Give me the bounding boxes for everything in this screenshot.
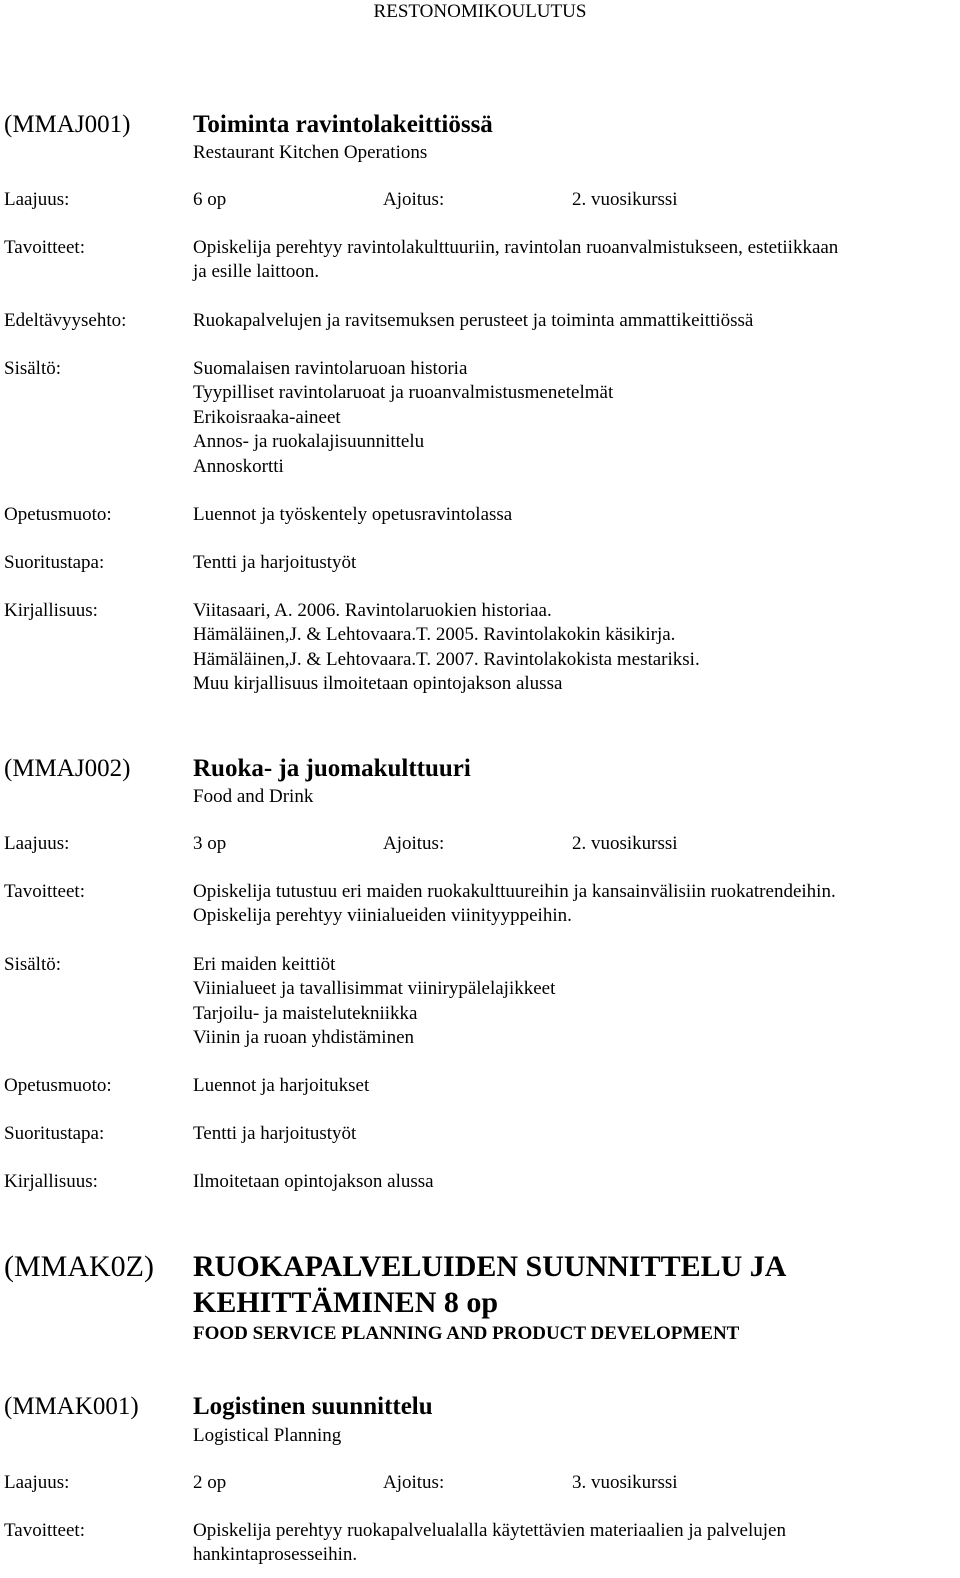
ajoitus-label: Ajoitus: bbox=[383, 1472, 445, 1493]
course-subtitle: Food and Drink bbox=[193, 786, 314, 807]
opetusmuoto-label: Opetusmuoto: bbox=[4, 1075, 112, 1096]
module-subtitle: FOOD SERVICE PLANNING AND PRODUCT DEVELOPMENT bbox=[193, 1323, 740, 1344]
sisalto-item: Annoskortti bbox=[193, 455, 284, 477]
ajoitus-value: 2. vuosikurssi bbox=[572, 833, 678, 854]
edeltavyysehto-value: Ruokapalvelujen ja ravitsemuksen perusteet ja toiminta ammattikeittiössä bbox=[193, 310, 754, 331]
sisalto-list bbox=[193, 953, 555, 1051]
ajoitus-label: Ajoitus: bbox=[383, 189, 445, 210]
opetusmuoto-value: Luennot ja harjoitukset bbox=[193, 1075, 370, 1096]
course-subtitle: Restaurant Kitchen Operations bbox=[193, 142, 428, 163]
sisalto-item: Viinialueet ja tavallisimmat viinirypälelajikkeet bbox=[193, 978, 556, 1000]
laajuus-value: 3 op bbox=[193, 833, 227, 854]
ajoitus-label: Ajoitus: bbox=[383, 833, 445, 854]
sisalto-label: Sisältö: bbox=[4, 954, 62, 975]
course-title: Logistinen suunnittelu bbox=[193, 1393, 433, 1420]
page-header: RESTONOMIKOULUTUS bbox=[373, 1, 587, 22]
suoritustapa-label: Suoritustapa: bbox=[4, 552, 105, 573]
kirjallisuus-label: Kirjallisuus: bbox=[4, 1171, 98, 1192]
laajuus-value: 6 op bbox=[193, 189, 227, 210]
laajuus-label: Laajuus: bbox=[4, 1472, 70, 1493]
sisalto-item: Annos- ja ruokalajisuunnittelu bbox=[193, 431, 425, 453]
laajuus-label: Laajuus: bbox=[4, 189, 70, 210]
kirjallisuus-value: Ilmoitetaan opintojakson alussa bbox=[193, 1171, 434, 1192]
sisalto-label: Sisältö: bbox=[4, 358, 62, 379]
tavoitteet-line: Opiskelija perehtyy ravintolakulttuuriin, ravintolan ruoanvalmistukseen, estetiikkaan bbox=[193, 237, 839, 258]
tavoitteet-line: Opiskelija tutustuu eri maiden ruokakulttuureihin ja kansainvälisiin ruokatrendeihin. bbox=[193, 881, 836, 902]
tavoitteet-line: Opiskelija perehtyy viinialueiden viinityyppeihin. bbox=[193, 905, 572, 927]
edeltavyysehto-label: Edeltävyysehto: bbox=[4, 310, 127, 331]
laajuus-value: 2 op bbox=[193, 1472, 227, 1493]
tavoitteet-label: Tavoitteet: bbox=[4, 237, 85, 258]
ajoitus-value: 2. vuosikurssi bbox=[572, 189, 678, 210]
module-title-line2: KEHITTÄMINEN 8 op bbox=[193, 1286, 499, 1319]
sisalto-item: Tarjoilu- ja maistelutekniikka bbox=[193, 1002, 418, 1024]
tavoitteet-label: Tavoitteet: bbox=[4, 1520, 85, 1541]
module-title-line1: RUOKAPALVELUIDEN SUUNNITTELU JA bbox=[193, 1250, 787, 1283]
laajuus-label: Laajuus: bbox=[4, 833, 70, 854]
sisalto-list bbox=[193, 357, 613, 479]
course-code: (MMAK001) bbox=[4, 1393, 139, 1420]
sisalto-item: Erikoisraaka-aineet bbox=[193, 406, 341, 428]
sisalto-item: Viinin ja ruoan yhdistäminen bbox=[193, 1027, 415, 1049]
kirjallisuus-list bbox=[193, 599, 700, 697]
sisalto-item: Eri maiden keittiöt bbox=[193, 954, 336, 975]
suoritustapa-value: Tentti ja harjoitustyöt bbox=[193, 1123, 357, 1144]
suoritustapa-value: Tentti ja harjoitustyöt bbox=[193, 552, 357, 573]
kirjallisuus-item: Viitasaari, A. 2006. Ravintolaruokien historiaa. bbox=[193, 600, 552, 621]
kirjallisuus-item: Hämäläinen,J. & Lehtovaara.T. 2007. Ravintolakokista mestariksi. bbox=[193, 648, 700, 670]
course-subtitle: Logistical Planning bbox=[193, 1425, 342, 1446]
tavoitteet-text bbox=[193, 236, 838, 285]
course-title: Ruoka- ja juomakulttuuri bbox=[193, 755, 471, 782]
tavoitteet-text bbox=[193, 1519, 786, 1568]
tavoitteet-label: Tavoitteet: bbox=[4, 881, 85, 902]
kirjallisuus-item: Hämäläinen,J. & Lehtovaara.T. 2005. Ravintolakokin käsikirja. bbox=[193, 624, 676, 646]
tavoitteet-line: hankintaprosesseihin. bbox=[193, 1544, 358, 1566]
opetusmuoto-label: Opetusmuoto: bbox=[4, 504, 112, 525]
course-title: Toiminta ravintolakeittiössä bbox=[193, 111, 493, 138]
kirjallisuus-label: Kirjallisuus: bbox=[4, 600, 98, 621]
sisalto-item: Tyypilliset ravintolaruoat ja ruoanvalmistusmenetelmät bbox=[193, 382, 614, 404]
suoritustapa-label: Suoritustapa: bbox=[4, 1123, 105, 1144]
opetusmuoto-value: Luennot ja työskentely opetusravintolassa bbox=[193, 504, 513, 525]
tavoitteet-line: ja esille laittoon. bbox=[193, 261, 320, 283]
tavoitteet-line: Opiskelija perehtyy ruokapalvelualalla käytettävien materiaalien ja palvelujen bbox=[193, 1520, 786, 1541]
sisalto-item: Suomalaisen ravintolaruoan historia bbox=[193, 358, 468, 379]
kirjallisuus-item: Muu kirjallisuus ilmoitetaan opintojakson alussa bbox=[193, 673, 563, 695]
course-code: (MMAJ001) bbox=[4, 111, 131, 138]
course-code: (MMAJ002) bbox=[4, 755, 131, 782]
module-code: (MMAK0Z) bbox=[4, 1250, 154, 1283]
tavoitteet-text bbox=[193, 880, 836, 929]
ajoitus-value: 3. vuosikurssi bbox=[572, 1472, 678, 1493]
